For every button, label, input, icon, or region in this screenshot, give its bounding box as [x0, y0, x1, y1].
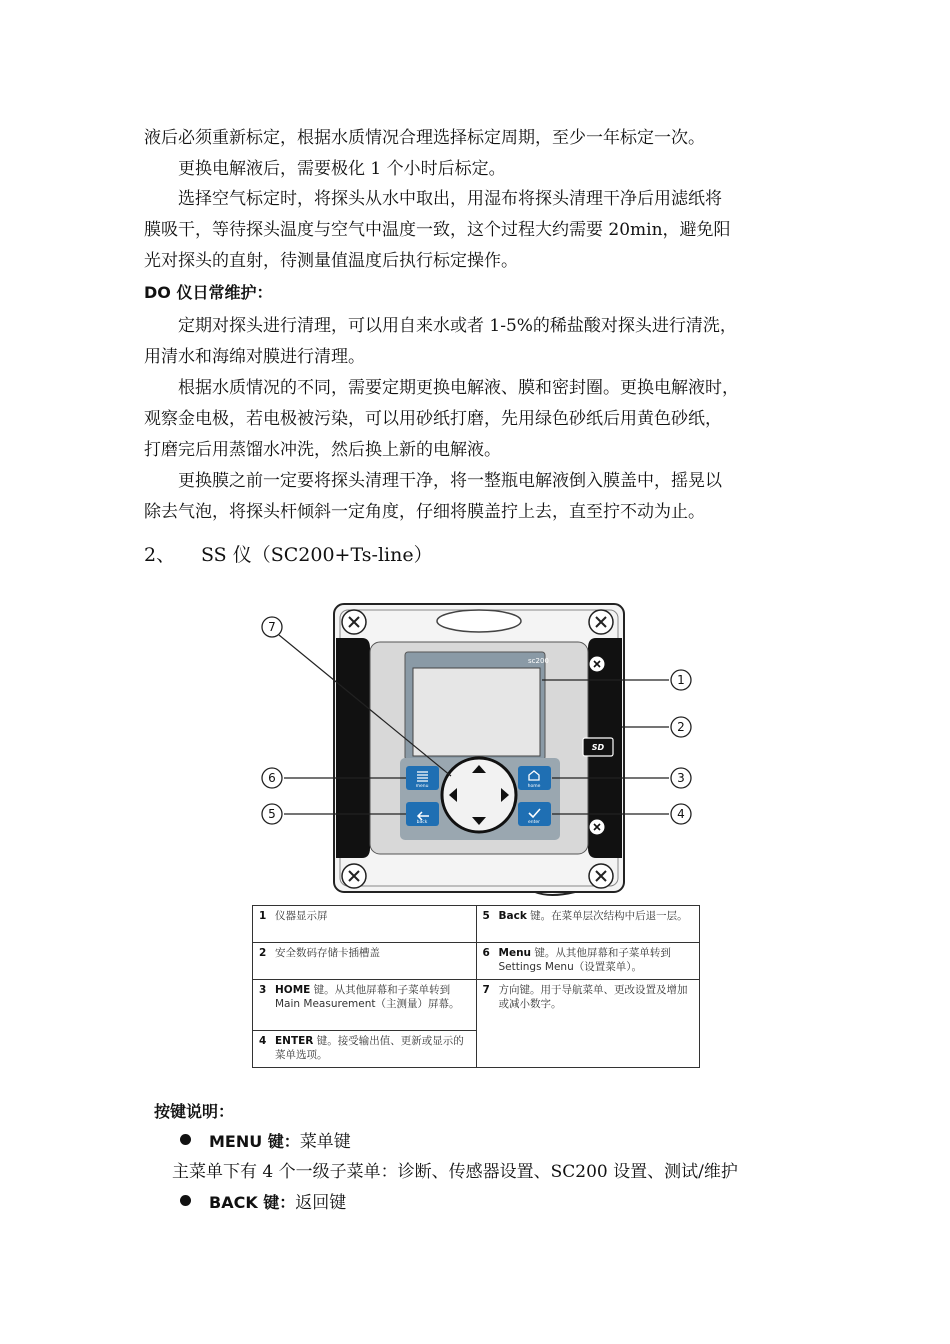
legend-text: 方向键。用于导航菜单、更改设置及增加或减小数字。 [498, 984, 688, 1010]
paragraph-line: 更换膜之前一定要将探头清理干净，将一整瓶电解液倒入膜盖中，摇晃以 [178, 471, 722, 491]
legend-cell [476, 906, 700, 943]
legend-table [252, 905, 700, 1068]
brand-label: sc200 [528, 657, 549, 665]
legend-text: 键。从其他屏幕和子菜单转到 Main Measurement（主测量）屏幕。 [275, 984, 460, 1010]
back-key-desc: 返回键 [295, 1193, 347, 1213]
callout-4: 4 [677, 807, 685, 821]
legend-number: 5 [482, 910, 490, 922]
keys-heading: 按键说明： [154, 1102, 235, 1121]
paragraph-line: 用清水和海绵对膜进行清理。 [144, 347, 365, 367]
legend-cell [253, 906, 477, 943]
callout-1: 1 [677, 673, 685, 687]
menu-note: 主菜单下有 4 个一级子菜单：诊断、传感器设置、SC200 设置、测试/维护 [172, 1162, 738, 1182]
menu-key-name: MENU 键： [209, 1132, 300, 1151]
callout-6: 6 [268, 771, 276, 785]
paragraph-line: 根据水质情况的不同，需要定期更换电解液、膜和密封圈。更换电解液时， [178, 378, 739, 398]
legend-cell [253, 980, 477, 1031]
table-row [253, 943, 700, 980]
top-window [437, 610, 521, 632]
paragraph-line: 选择空气标定时，将探头从水中取出，用湿布将探头清理干净后用滤纸将 [178, 189, 722, 209]
legend-key: ENTER [275, 1035, 314, 1047]
bullet-icon [180, 1134, 191, 1145]
section-title: SS 仪（SC200+Ts-line） [201, 544, 433, 566]
section-heading [144, 540, 433, 567]
paragraph-line: 膜吸干，等待探头温度与空气中温度一致，这个过程大约需要 20min，避免阳 [144, 220, 731, 240]
legend-number: 3 [259, 984, 267, 996]
paragraph-line: 打磨完后用蒸馏水冲洗，然后换上新的电解液。 [144, 440, 501, 460]
callout-3: 3 [677, 771, 685, 785]
paragraph-line: 液后必须重新标定，根据水质情况合理选择标定周期，至少一年标定一次。 [144, 128, 705, 148]
legend-text: 仪器显示屏 [275, 910, 328, 922]
legend-text: 键。接受输出值、更新或显示的菜单选项。 [275, 1035, 464, 1061]
legend-cell [476, 943, 700, 980]
callout-5: 5 [268, 807, 276, 821]
legend-cell [253, 943, 477, 980]
paragraph-line: 观察金电极，若电极被污染，可以用砂纸打磨，先用绿色砂纸后用黄色砂纸， [144, 409, 722, 429]
list-item [180, 1126, 351, 1158]
do-maintenance-heading: DO 仪日常维护： [144, 283, 273, 302]
sd-label: SD [591, 743, 605, 752]
paragraph-line: 光对探头的直射，待测量值温度后执行标定操作。 [144, 251, 518, 271]
menu-key-desc: 菜单键 [299, 1132, 351, 1152]
list-item [180, 1187, 346, 1219]
legend-number: 1 [259, 910, 267, 922]
back-key-name: BACK 键： [209, 1193, 296, 1212]
table-row [253, 906, 700, 943]
legend-key: HOME [275, 984, 311, 996]
table-row [253, 980, 700, 1031]
legend-number: 7 [482, 984, 490, 996]
display-screen [413, 668, 540, 756]
home-label: home [527, 784, 541, 789]
legend-text: 键。从其他屏幕和子菜单转到 Settings Menu（设置菜单）。 [498, 947, 671, 973]
left-grip [336, 638, 370, 858]
paragraph-line: 更换电解液后，需要极化 1 个小时后标定。 [178, 159, 506, 179]
bullet-icon [180, 1195, 191, 1206]
legend-text: 键。在菜单层次结构中后退一层。 [526, 910, 688, 922]
legend-number: 4 [259, 1035, 267, 1047]
legend-text: 安全数码存储卡插槽盖 [275, 947, 380, 959]
section-number: 2、 [144, 544, 176, 566]
legend-key: Menu [498, 947, 532, 959]
enter-label: enter [527, 820, 541, 825]
legend-number: 2 [259, 947, 267, 959]
callout-2: 2 [677, 720, 685, 734]
legend-cell [253, 1031, 477, 1068]
back-label: back [416, 820, 428, 825]
legend-key: Back [498, 910, 527, 922]
legend-number: 6 [482, 947, 490, 959]
paragraph-line: 定期对探头进行清理，可以用自来水或者 1-5%的稀盐酸对探头进行清洗， [178, 316, 737, 336]
legend-cell [476, 980, 700, 1068]
sc200-controller-diagram [250, 598, 710, 898]
callout-7: 7 [268, 620, 276, 634]
menu-label: menu [415, 784, 429, 789]
paragraph-line: 除去气泡，将探头杆倾斜一定角度，仔细将膜盖拧上去，直至拧不动为止。 [144, 502, 705, 522]
